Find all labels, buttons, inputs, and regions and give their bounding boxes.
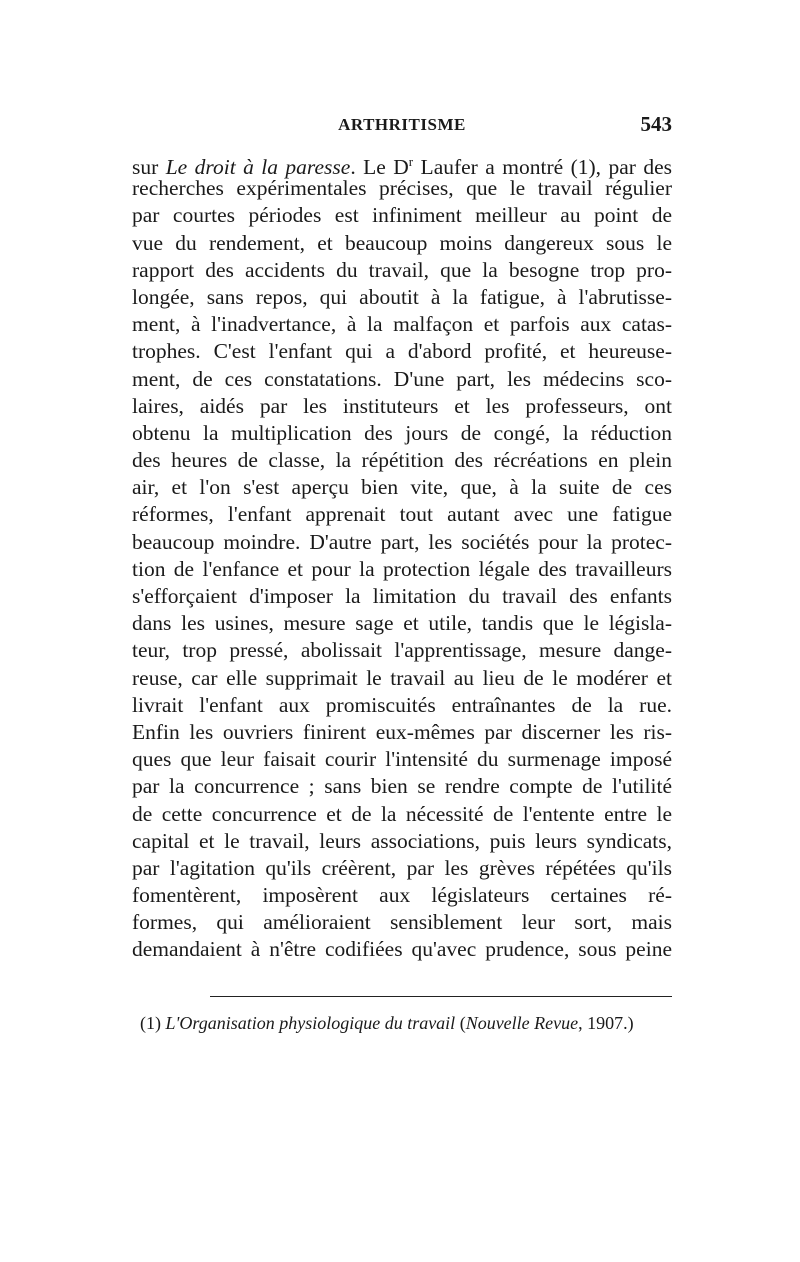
text-line: longée, sans repos, qui aboutit à la fatigue, à l'abrutisse- [132, 284, 672, 309]
text-line: obtenu la multiplication des jours de congé, la réduction [132, 420, 672, 445]
running-head [132, 112, 672, 139]
footnote [140, 1011, 672, 1035]
text-line: teur, trop pressé, abolissait l'apprentissage, mesure dange- [132, 638, 672, 663]
text-line: ques que leur faisait courir l'intensité du surmenage imposé [132, 747, 672, 772]
body-text [132, 148, 672, 964]
text-line: ment, à l'inadvertance, à la malfaçon et parfois aux catas- [132, 312, 672, 337]
text-line: vue du rendement, et beaucoup moins dangereux sous le [132, 230, 672, 255]
text-line: par courtes périodes est infiniment meilleur au point de [132, 203, 672, 228]
text-line: par l'agitation qu'ils créèrent, par les grèves répétées qu'ils [132, 855, 672, 880]
text-line: laires, aidés par les instituteurs et les professeurs, ont [132, 393, 672, 418]
running-title: ARTHRITISME [338, 115, 466, 134]
text-line: formes, qui amélioraient sensiblement leur sort, mais [132, 910, 672, 935]
text-line: demandaient à n'être codifiées qu'avec prudence, sous peine [132, 937, 672, 962]
footnote-divider [210, 996, 672, 997]
footnote-title: L'Organisation physiologique du travail [165, 1013, 456, 1033]
text-line: capital et le travail, leurs associations, puis leurs syndicats, [132, 828, 672, 853]
footnote-marker: (1) [140, 1013, 161, 1033]
book-title-italic: Le droit à la paresse [165, 155, 351, 180]
text-line: air, et l'on s'est aperçu bien vite, que, à la suite de ces [132, 475, 672, 500]
footnote-source-open: ( [459, 1013, 466, 1033]
text-line: fomentèrent, imposèrent aux législateurs certaines ré- [132, 883, 672, 908]
text-line: par la concurrence ; sans bien se rendre compte de l'utilité [132, 774, 672, 799]
text-line: des heures de classe, la répétition des récréations en plein [132, 448, 672, 473]
footnote-source-rest: , 1907.) [578, 1013, 634, 1033]
text-line: rapport des accidents du travail, que la besogne trop pro- [132, 257, 672, 282]
text-line: réformes, l'enfant apprenait tout autant avec une fatigue [132, 502, 672, 527]
text-line: trophes. C'est l'enfant qui a d'abord profité, et heureuse- [132, 339, 672, 364]
text-line: dans les usines, mesure sage et utile, tandis que le législa- [132, 611, 672, 636]
page-number: 543 [640, 112, 672, 136]
text-line: livrait l'enfant aux promiscuités entraînantes de la rue. [132, 692, 672, 717]
text-line: sur Le droit à la paresse. Le $D^r$ Laufer a montré (1), par des [132, 154, 673, 180]
text-line: reuse, car elle supprimait le travail au lieu de le modérer et [132, 665, 672, 690]
text-line: beaucoup moindre. D'autre part, les sociétés pour la protec- [132, 529, 672, 554]
text-line: tion de l'enfance et pour la protection légale des travailleurs [132, 556, 672, 581]
text-line: de cette concurrence et de la nécessité de l'entente entre le [132, 801, 672, 826]
text-line: ment, de ces constatations. D'une part, les médecins sco- [132, 366, 672, 391]
text-line: s'efforçaient d'imposer la limitation du travail des enfants [132, 584, 672, 608]
text-line: recherches expérimentales précises, que le travail régulier [132, 176, 672, 201]
footnote-source: Nouvelle Revue [465, 1013, 579, 1033]
text-line: Enfin les ouvriers finirent eux-mêmes par discerner les ris- [132, 719, 672, 744]
